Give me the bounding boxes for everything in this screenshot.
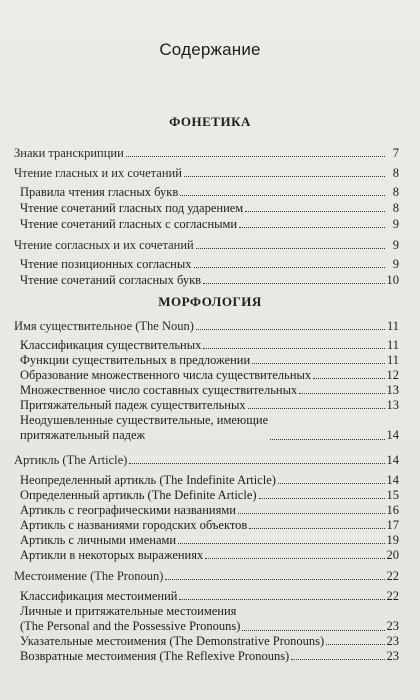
toc-entry-page: 13 (386, 383, 399, 397)
toc-entry[interactable] (20, 413, 399, 443)
page-title: Содержание (159, 40, 261, 59)
toc-entry[interactable] (20, 488, 399, 503)
dot-leader (179, 590, 384, 600)
dot-leader (326, 635, 384, 645)
toc-entry-page: 11 (386, 353, 399, 367)
dot-leader (239, 218, 385, 228)
toc-entry-page: 14 (386, 473, 399, 487)
toc-entry-page: 9 (392, 257, 399, 271)
toc-entry-title-line2: (The Personal and the Possessive Pronouns) (20, 619, 241, 633)
toc-entry-page: 11 (386, 319, 399, 333)
dot-leader (291, 650, 384, 660)
toc-entry[interactable] (14, 146, 399, 161)
dot-leader (242, 621, 384, 631)
toc-entry-title: Указательные местоимения (The Demonstrative Pronouns) (20, 634, 325, 648)
dot-leader (270, 430, 384, 440)
dot-leader (203, 274, 384, 284)
dot-leader (165, 570, 384, 580)
toc-entry[interactable] (20, 338, 399, 353)
toc-entry-page: 11 (386, 338, 399, 352)
toc-entry[interactable] (20, 634, 399, 649)
toc-entry-page: 7 (392, 146, 399, 160)
toc-entry-title: Артикль (The Article) (14, 453, 128, 467)
toc-entry[interactable] (14, 569, 399, 584)
toc-entry[interactable] (20, 473, 399, 488)
toc-entry-title: Артикль с названиями городских объектов (20, 518, 248, 532)
toc-entry-page: 12 (386, 368, 399, 382)
toc-entry-page: 15 (386, 488, 399, 502)
dot-leader (178, 534, 384, 544)
toc-entry-page: 23 (386, 649, 399, 663)
toc-entry-title: Образование множественного числа существительных (20, 368, 312, 382)
toc-entry[interactable] (20, 383, 399, 398)
dot-leader (126, 147, 385, 157)
toc-entry-page: 8 (392, 166, 399, 180)
toc-entry-title: Притяжательный падеж существительных (20, 398, 246, 412)
toc-entry-title: Классификация существительных (20, 338, 202, 352)
dot-leader (252, 354, 385, 364)
toc-entry[interactable] (14, 319, 399, 334)
toc-entry-title: Артикль с географическими названиями (20, 503, 236, 517)
toc-entry-page: 20 (386, 548, 399, 562)
toc-entry-title: Правила чтения гласных букв (20, 185, 179, 199)
dot-leader (259, 489, 385, 499)
toc-entry-page: 22 (386, 569, 399, 583)
toc-entry-title: Возвратные местоимения (The Reflexive Pronouns) (20, 649, 290, 663)
toc-entry-title: Классификация местоимений (20, 589, 178, 603)
dot-leader (205, 549, 384, 559)
dot-leader (180, 186, 385, 196)
toc-entry-title: Личные и притяжательные местоимения (20, 604, 237, 618)
dot-leader (278, 474, 385, 484)
toc-entry-page: 10 (386, 273, 399, 287)
toc-entry[interactable] (20, 398, 399, 413)
toc-entry[interactable] (20, 503, 399, 518)
section-title-morphology: МОРФОЛОГИЯ (158, 294, 262, 309)
toc-entry[interactable] (20, 649, 399, 664)
toc-entry[interactable] (20, 589, 399, 604)
dot-leader (184, 167, 385, 177)
toc-entry-title: Чтение сочетаний гласных под ударением (20, 201, 244, 215)
toc-entry-page: 23 (386, 634, 399, 648)
toc-entry[interactable] (20, 533, 399, 548)
toc-entry[interactable] (20, 257, 399, 272)
toc-entry-page: 17 (386, 518, 399, 532)
toc-entry[interactable] (14, 166, 399, 181)
toc-entry[interactable] (20, 604, 399, 634)
dot-leader (129, 454, 384, 464)
dot-leader (249, 519, 384, 529)
toc-entry-title: Множественное число составных существительных (20, 383, 298, 397)
toc-entry[interactable] (14, 453, 399, 468)
toc-entry-title: Знаки транскрипции (14, 146, 124, 160)
toc-entry-title: Местоимение (The Pronoun) (14, 569, 164, 583)
toc-entry[interactable] (20, 548, 399, 563)
section-title-phonetics: ФОНЕТИКА (169, 114, 251, 129)
toc-entry-page: 13 (386, 398, 399, 412)
toc-entry-title: Чтение гласных и их сочетаний (14, 166, 182, 180)
toc-entry-title: Имя существительное (The Noun) (14, 319, 194, 333)
toc-entry-page: 19 (386, 533, 399, 547)
toc-entry-title: Чтение сочетаний согласных букв (20, 273, 202, 287)
toc-entry-page: 8 (392, 201, 399, 215)
toc-entry-title: Артикль с личными именами (20, 533, 177, 547)
toc-entry-page: 14 (386, 428, 399, 442)
toc-entry-title: Неодушевленные существительные, имеющие (20, 413, 269, 427)
toc-entry-page: 8 (392, 185, 399, 199)
toc-entry-page: 22 (386, 589, 399, 603)
toc-entry-title: Функции существительных в предложении (20, 353, 251, 367)
toc-entry[interactable] (20, 273, 399, 288)
toc-entry-page: 16 (386, 503, 399, 517)
dot-leader (196, 239, 385, 249)
toc-entry[interactable] (20, 185, 399, 200)
toc-entry[interactable] (20, 353, 399, 368)
toc-entry-page: 23 (386, 619, 399, 633)
toc-entry-page: 9 (392, 238, 399, 252)
toc-entry-title: Определенный артикль (The Definite Article) (20, 488, 257, 502)
toc-entry-title: Чтение позиционных согласных (20, 257, 192, 271)
dot-leader (299, 384, 384, 394)
dot-leader (196, 320, 385, 330)
dot-leader (248, 399, 385, 409)
toc-entry[interactable] (20, 518, 399, 533)
dot-leader (238, 504, 385, 514)
toc-entry[interactable] (20, 201, 399, 216)
toc-entry-title: Чтение сочетаний гласных с согласными (20, 217, 238, 231)
toc-entry-title: Артикли в некоторых выражениях (20, 548, 204, 562)
dot-leader (313, 369, 384, 379)
toc-entry[interactable] (20, 217, 399, 232)
dot-leader (245, 202, 385, 212)
toc-entry-title-line2: притяжательный падеж (20, 428, 146, 442)
toc-entry[interactable] (20, 368, 399, 383)
toc-entry-title: Чтение согласных и их сочетаний (14, 238, 194, 252)
toc-entry-page: 14 (386, 453, 399, 467)
toc-entry-page: 9 (392, 217, 399, 231)
dot-leader (194, 258, 386, 268)
toc-entry[interactable] (14, 238, 399, 253)
dot-leader (203, 339, 385, 349)
toc-entry-title: Неопределенный артикль (The Indefinite Article) (20, 473, 276, 487)
